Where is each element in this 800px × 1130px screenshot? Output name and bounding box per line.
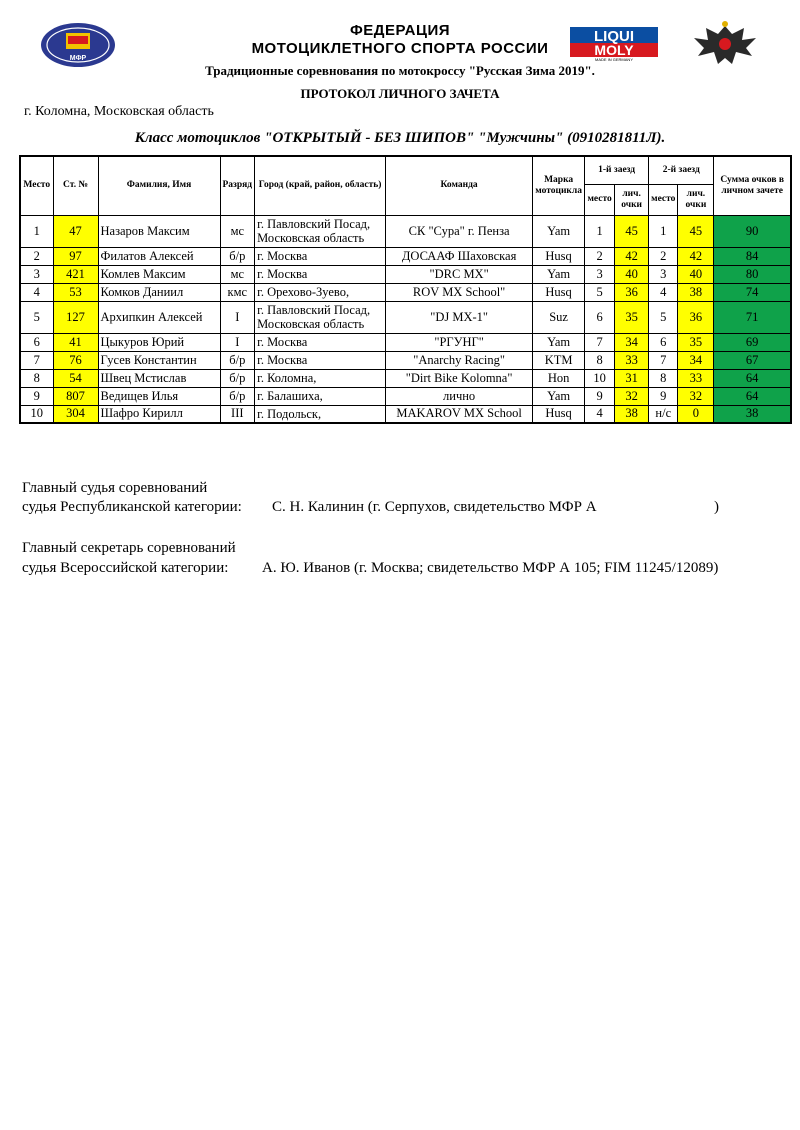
cell-race1-points: 35 [615,301,649,333]
cell-place: 5 [20,301,53,333]
chief-judge-close: ) [714,499,719,515]
cell-sum: 69 [714,333,791,351]
cell-race1-place: 8 [585,351,615,369]
cell-place: 4 [20,283,53,301]
cell-sum: 74 [714,283,791,301]
cell-rank: б/р [220,247,255,265]
chief-secretary-category: судья Всероссийской категории: [22,560,229,576]
cell-city: г. Москва [255,265,386,283]
table-row [20,405,791,423]
cell-race2-points: 35 [678,333,714,351]
cell-race2-place: 4 [649,283,678,301]
cell-team: "DJ MX-1" [386,301,533,333]
header-race2-place: место [649,184,678,215]
cell-team: ДОСААФ Шаховская [386,247,533,265]
cell-place: 1 [20,215,53,247]
cell-race2-place: 8 [649,369,678,387]
cell-city: г. Балашиха, [255,387,386,405]
cell-race2-place: 7 [649,351,678,369]
cell-race1-points: 38 [615,405,649,423]
cell-name: Филатов Алексей [98,247,220,265]
cell-name: Гусев Константин [98,351,220,369]
chief-judge-name: С. Н. Калинин (г. Серпухов, свидетельство МФР А [272,499,597,515]
cell-city: г. Москва [255,333,386,351]
cell-race1-place: 10 [585,369,615,387]
cell-race1-place: 9 [585,387,615,405]
cell-team: лично [386,387,533,405]
cell-name: Архипкин Алексей [98,301,220,333]
header-team: Команда [386,156,533,215]
cell-place: 7 [20,351,53,369]
cell-sum: 90 [714,215,791,247]
cell-race1-place: 7 [585,333,615,351]
table-row [20,351,791,369]
header-start-number: Ст. № [53,156,98,215]
chief-judge-title: Главный судья соревнований [22,480,208,496]
header-race1-place: место [585,184,615,215]
federation-title-line2: МОТОЦИКЛЕТНОГО СПОРТА РОССИИ [251,40,549,57]
chief-secretary-name: А. Ю. Иванов (г. Москва; свидетельство МФР А 105; FIM 11245/12089) [262,560,719,576]
cell-rank: кмс [220,283,255,301]
cell-name: Цыкуров Юрий [98,333,220,351]
header-city: Город (край, район, область) [255,156,386,215]
header-race1: 1-й заезд [585,156,649,184]
cell-race1-points: 34 [615,333,649,351]
cell-start-number: 41 [53,333,98,351]
cell-brand: Yam [533,333,585,351]
cell-place: 2 [20,247,53,265]
cell-brand: Yam [533,265,585,283]
cell-race1-points: 36 [615,283,649,301]
header-race2: 2-й заезд [649,156,714,184]
cell-rank: I [220,301,255,333]
federation-title-line1: ФЕДЕРАЦИЯ [349,22,451,39]
cell-race2-place: 6 [649,333,678,351]
cell-place: 9 [20,387,53,405]
svg-text:LIQUI: LIQUI [594,28,634,45]
cell-brand: Husq [533,247,585,265]
results-body [20,215,791,423]
cell-race2-place: н/с [649,405,678,423]
cell-race1-points: 45 [615,215,649,247]
cell-race2-place: 3 [649,265,678,283]
cell-city: г. Подольск, [255,405,386,423]
cell-start-number: 97 [53,247,98,265]
cell-team: СК "Сура" г. Пенза [386,215,533,247]
cell-rank: мс [220,265,255,283]
cell-race1-place: 3 [585,265,615,283]
table-row [20,333,791,351]
chief-judge-line [22,499,782,516]
cell-brand: Hon [533,369,585,387]
cell-race1-points: 32 [615,387,649,405]
cell-rank: I [220,333,255,351]
table-row [20,387,791,405]
cell-city: г. Павловский Посад, Московская область [255,215,386,247]
cell-race2-points: 42 [678,247,714,265]
table-row [20,247,791,265]
class-title: Класс мотоциклов "ОТКРЫТЫЙ - БЕЗ ШИПОВ" "Мужчины" (0910281811Л). [134,130,666,146]
svg-text:MADE IN GERMANY: MADE IN GERMANY [594,57,634,61]
header-race1-points: лич. очки [615,184,649,215]
cell-race2-points: 32 [678,387,714,405]
cell-race2-place: 9 [649,387,678,405]
cell-city: г. Коломна, [255,369,386,387]
cell-race1-points: 33 [615,351,649,369]
chief-judge-category: судья Республиканской категории: [22,499,242,515]
chief-secretary-title: Главный секретарь соревнований [22,540,236,556]
cell-race2-points: 36 [678,301,714,333]
cell-rank: б/р [220,387,255,405]
table-row [20,301,791,333]
cell-name: Швец Мстислав [98,369,220,387]
cell-brand: Yam [533,387,585,405]
cell-sum: 71 [714,301,791,333]
cell-team: "DRC MX" [386,265,533,283]
cell-sum: 38 [714,405,791,423]
cell-race1-place: 6 [585,301,615,333]
cell-rank: III [220,405,255,423]
header-race2-points: лич. очки [678,184,714,215]
cell-brand: Suz [533,301,585,333]
cell-rank: б/р [220,351,255,369]
cell-place: 3 [20,265,53,283]
cell-race1-place: 4 [585,405,615,423]
cell-start-number: 54 [53,369,98,387]
header-place: Место [20,156,53,215]
cell-race2-points: 34 [678,351,714,369]
header-name: Фамилия, Имя [98,156,220,215]
cell-rank: б/р [220,369,255,387]
cell-name: Назаров Максим [98,215,220,247]
cell-start-number: 47 [53,215,98,247]
header-sum: Сумма очков в личном зачете [714,156,791,215]
header-brand: Марка мотоцикла [533,156,585,215]
cell-brand: KTM [533,351,585,369]
location: г. Коломна, Московская область [24,104,214,119]
cell-place: 6 [20,333,53,351]
cell-start-number: 127 [53,301,98,333]
table-row [20,283,791,301]
cell-rank: мс [220,215,255,247]
cell-start-number: 421 [53,265,98,283]
cell-team: "РГУНГ" [386,333,533,351]
cell-start-number: 76 [53,351,98,369]
cell-city: г. Москва [255,247,386,265]
cell-team: MAKAROV MX School [386,405,533,423]
cell-place: 8 [20,369,53,387]
cell-start-number: 807 [53,387,98,405]
cell-brand: Husq [533,405,585,423]
results-table [19,155,792,424]
cell-race1-place: 5 [585,283,615,301]
cell-place: 10 [20,405,53,423]
cell-race2-points: 45 [678,215,714,247]
cell-name: Шафро Кирилл [98,405,220,423]
cell-race2-place: 5 [649,301,678,333]
cell-race1-points: 40 [615,265,649,283]
cell-race2-points: 0 [678,405,714,423]
cell-race2-place: 1 [649,215,678,247]
cell-name: Комков Даниил [98,283,220,301]
cell-start-number: 304 [53,405,98,423]
chief-secretary-line [22,560,782,577]
cell-race2-place: 2 [649,247,678,265]
table-row [20,265,791,283]
cell-race2-points: 33 [678,369,714,387]
cell-name: Комлев Максим [98,265,220,283]
cell-sum: 64 [714,369,791,387]
cell-race1-place: 2 [585,247,615,265]
table-row [20,369,791,387]
cell-sum: 64 [714,387,791,405]
cell-team: ROV MX School" [386,283,533,301]
cell-team: "Anarchy Racing" [386,351,533,369]
cell-brand: Yam [533,215,585,247]
cell-race2-points: 40 [678,265,714,283]
cell-city: г. Павловский Посад, Московская область [255,301,386,333]
cell-name: Ведищев Илья [98,387,220,405]
cell-team: "Dirt Bike Kolomna" [386,369,533,387]
cell-city: г. Орехово-Зуево, [255,283,386,301]
header-rank: Разряд [220,156,255,215]
cell-race2-points: 38 [678,283,714,301]
cell-sum: 84 [714,247,791,265]
cell-sum: 67 [714,351,791,369]
protocol-title: ПРОТОКОЛ ЛИЧНОГО ЗАЧЕТА [300,86,500,101]
cell-race1-place: 1 [585,215,615,247]
svg-text:MOLY: MOLY [594,42,634,58]
cell-city: г. Москва [255,351,386,369]
svg-text:МФР: МФР [69,55,87,62]
table-row [20,215,791,247]
cell-race1-points: 42 [615,247,649,265]
competition-title: Традиционные соревнования по мотокроссу "Русская Зима 2019". [205,63,595,78]
cell-race1-points: 31 [615,369,649,387]
cell-brand: Husq [533,283,585,301]
cell-start-number: 53 [53,283,98,301]
cell-sum: 80 [714,265,791,283]
